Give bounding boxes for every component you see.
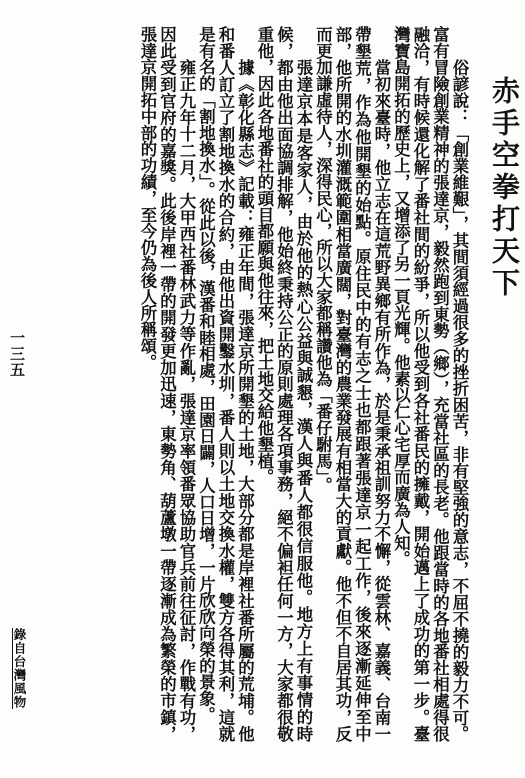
source-note: 錄自台灣風物 [12,628,27,709]
article-body [39,26,469,742]
page-number: 一三五 [8,330,26,378]
paragraph-1: 俗諺說：「創業維艱」，其間須經過很多的挫折困苦，非有堅強的意志，不屈不撓的毅力不可。富有冒險創業精神的張達京，毅然跑到東勢（鄉），充當社區的長老。他跟當時的各地番社相處得很融洽，有時候還化解了番社間的紛爭，所以他受到各社番民的擁戴，開始邁上了成功的第一步。臺灣寶島開拓的歷史上，又增添了另一頁光輝。他素以仁心宅厚而廣為人知。 [391,26,469,742]
paragraph-3: 張達京本是客家人，由於他的熱心公益與誠懇，漢人與番人都很信服他。地方上有事情的時候，都由他出面協調排解，他始終秉持公正的原則處理各項事務，絕不偏袒任何一方，大家都很敬重他，因此各地番社的頭目都願與他往來，把土地交給他墾植。 [255,26,313,742]
paragraph-2: 當初來臺時，他立志在這荒野異鄉有所作為，於是秉承祖訓努力不懈，從雲林、嘉義、台南一帶墾荒，作為他開墾的始點。原住民中的有志之士也都跟著張達京一起工作，後來逐漸延伸至中部，他所開的水圳灌溉範圍相當廣闊，對臺灣的農業發展有相當大的貢獻。他不但不自居其功，反而更加謙虛待人，深得民心，所以大家都稱讚他為「番仔駙馬」。 [313,26,391,742]
paragraph-4: 據《彰化縣志》記載：雍正年間，張達京所開墾的土地，大部分都是岸裡社番所屬的荒埔。他和番人訂立了割地換水的合約，由他出資開鑿水圳，番人則以土地交換水權，雙方各得其利，這就是有名的「割地換水」。從此以後，漢番和睦相處，田園日闢，人口日增，一片欣欣向榮的景象。 [196,26,255,742]
paragraph-5: 雍正九年十二月，大甲西社番林武力等作亂，張達京率領番眾協助官兵前往征討，作戰有功，因此受到官府的嘉獎。此後岸裡一帶的開發更加迅速，東勢角、葫蘆墩一帶逐漸成為繁榮的市鎮，張達京開拓中部的功績，至今仍為後人所稱頌。 [138,26,196,742]
article-title: 赤手空拳打天下 [488,76,521,300]
